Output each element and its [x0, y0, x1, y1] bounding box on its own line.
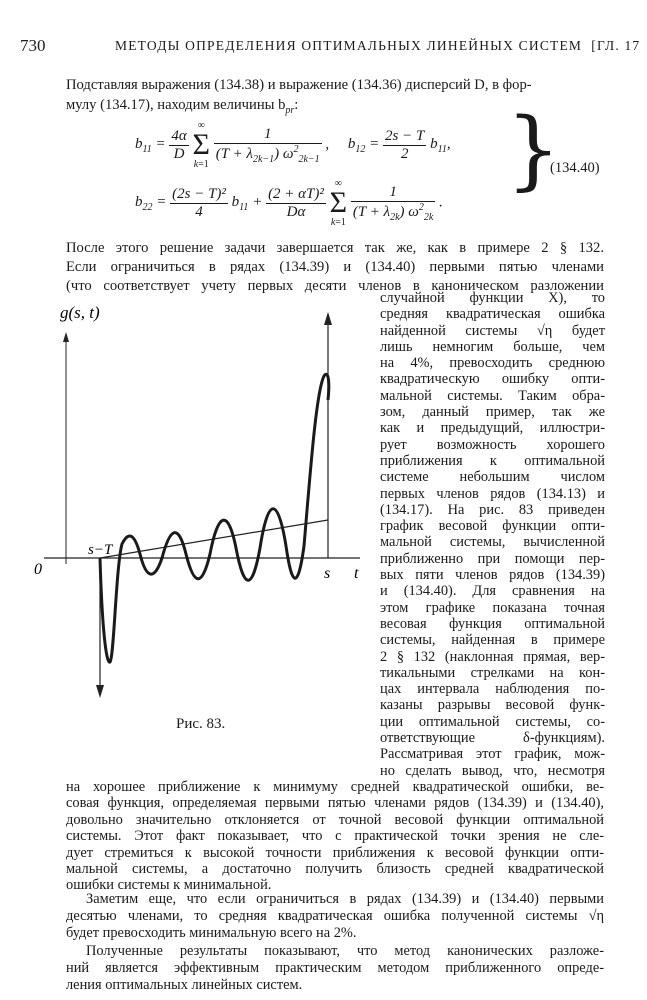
text-line: казаны разрывы весовой функ- [380, 697, 605, 714]
origin-label: 0 [34, 561, 42, 578]
text-line: тикальными стрелками на кон- [380, 664, 605, 681]
text-line: ошибки системы к минимальной. [66, 877, 272, 894]
text-line: найденной системы √η будет [380, 322, 605, 339]
text-block [66, 943, 604, 995]
text-line: системе небольшим числом [380, 469, 605, 486]
text-line: но сделать вывод, что, несмотря [380, 762, 605, 779]
text-block [66, 779, 604, 894]
text-line: 2 § 132 (наклонная прямая, вер- [380, 648, 605, 665]
text-line: После этого решение задачи завершается так же, как в примере 2 § 132. [66, 240, 604, 256]
equation-number: (134.40) [550, 160, 600, 176]
text-line: как и предыдущий, иллюстри- [380, 420, 605, 437]
text-line: мальной системы, вычисленной [380, 534, 605, 551]
text-line: системы, найденная в примере [380, 632, 605, 649]
text-line: весовая функция оптимальной [380, 615, 605, 632]
text-line: цах интервала наблюдения по- [380, 681, 605, 698]
y-axis-label: g(s, t) [60, 303, 100, 322]
text-line: Заметим еще, что если ограничиться в рядах (134.39) и (134.40) первыми [86, 891, 604, 907]
text-block [66, 891, 604, 943]
text-line: на хорошее приближение к минимуму средней квадратической ошибки, ве- [66, 779, 604, 795]
text-line: мальной системы. Таким обра- [380, 387, 605, 404]
page-header [20, 36, 641, 58]
figure-83 [30, 296, 370, 716]
text-line: и (134.40). Для сравнения на [380, 583, 605, 600]
text-line: случайной функции X), то [380, 290, 605, 306]
x-axis-label: t [354, 565, 359, 582]
text-line: дует стремиться к высокой точности приближения к весовой функции опти- [66, 844, 604, 861]
text-line: рует возможность хорошего [380, 436, 605, 453]
equation-brace: } [506, 100, 561, 200]
page-number: 730 [20, 36, 46, 55]
text-line: квадратическую ошибку опти- [380, 371, 605, 388]
text-line: ний является эффективным практическим методом приближенного опреде- [66, 960, 604, 977]
equation-b22: $b_{22}$ = $\frac{\text{(2s − T)²}}{4}$ $b_{11}$ + $\frac{\text{(2 + αT)²}}{D\alpha}$ ∞ Σ k=1 $\frac{1}{(T + \lambda_{2k}) \omega^2_{2k}}$ . [135, 178, 443, 228]
text-line: зом, данный пример, так же [380, 404, 605, 421]
chapter-label: [ГЛ. 17 [591, 38, 641, 53]
y-axis-arrow-icon [63, 332, 69, 342]
text-line: Полученные результаты показывают, что метод канонических разложе- [86, 943, 604, 959]
text-line: на 4%, превосходить среднюю [380, 355, 605, 372]
arrow-down-icon [96, 685, 104, 698]
text-line: ления оптимальных линейных систем. [66, 977, 303, 994]
s-label: s [324, 565, 331, 582]
text-line: десятью членами, то средняя квадратическая ошибка полученной системы √η [66, 908, 604, 925]
text-line: мальной системы, а достаточно получить близость средней квадратической [66, 861, 604, 878]
text-line: Рассматривая этот график, мож- [380, 746, 605, 763]
text-line: системы. Этот факт показывает, что с практической точки зрения не сле- [66, 828, 604, 845]
side-text-column [380, 290, 605, 779]
text-line: приближения к оптимальной [380, 452, 605, 469]
intro-line-2: мулу (134.17), находим величины $b_{pr}$: [66, 97, 299, 116]
text-line: график весовой функции опти- [380, 518, 605, 535]
text-line: первых членов рядов (134.13) и [380, 485, 605, 502]
figure-caption: Рис. 83. [176, 716, 226, 732]
text-line: (что соответствует учету первых десяти членов в каноническом разложении [66, 278, 604, 294]
text-line: этом графике показана точная [380, 599, 605, 616]
arrow-up-icon [324, 312, 332, 325]
s-minus-t-label: s−T [88, 542, 113, 558]
equation-b11: $b_{11}$ = $\frac{4\alpha}{D}$ ∞ Σ k=1 $\frac{1}{(T + \lambda_{2k-1}) \omega^2_{2k-1}}$ , $b_{12}$ = $\frac{2s - T}{2}$ $b_{11}$, [135, 120, 451, 170]
text-line: совая функция, определяемая первыми пятью членами рядов (134.39) и (134.40), [66, 795, 604, 812]
intro-line-1: Подставляя выражения (134.38) и выражение (134.36) дисперсий D, в фор- [66, 77, 532, 93]
text-line: ответствующие δ-функциям). [380, 730, 605, 747]
approx-weight-curve [100, 374, 329, 662]
text-line: ции оптимальной системы, со- [380, 713, 605, 730]
text-line: довольно значительно отклоняется от точной весовой функции оптимальной [66, 811, 604, 828]
text-line: средняя квадратическая ошибка [380, 306, 605, 323]
text-line: Если ограничиться в рядах (134.39) и (134.40) первыми пятью членами [66, 259, 604, 275]
text-line: лишь немногим больше, чем [380, 338, 605, 355]
running-title: МЕТОДЫ ОПРЕДЕЛЕНИЯ ОПТИМАЛЬНЫХ ЛИНЕЙНЫХ СИСТЕМ [ГЛ. 17 [115, 38, 641, 53]
text-line: приближенно при помощи пер- [380, 550, 605, 567]
text-line: будет превосходить минимальную всего на 2%. [66, 925, 357, 942]
text-line: вых пяти членов рядов (134.39) [380, 567, 605, 584]
text-line: (134.17). На рис. 83 приведен [380, 501, 605, 518]
